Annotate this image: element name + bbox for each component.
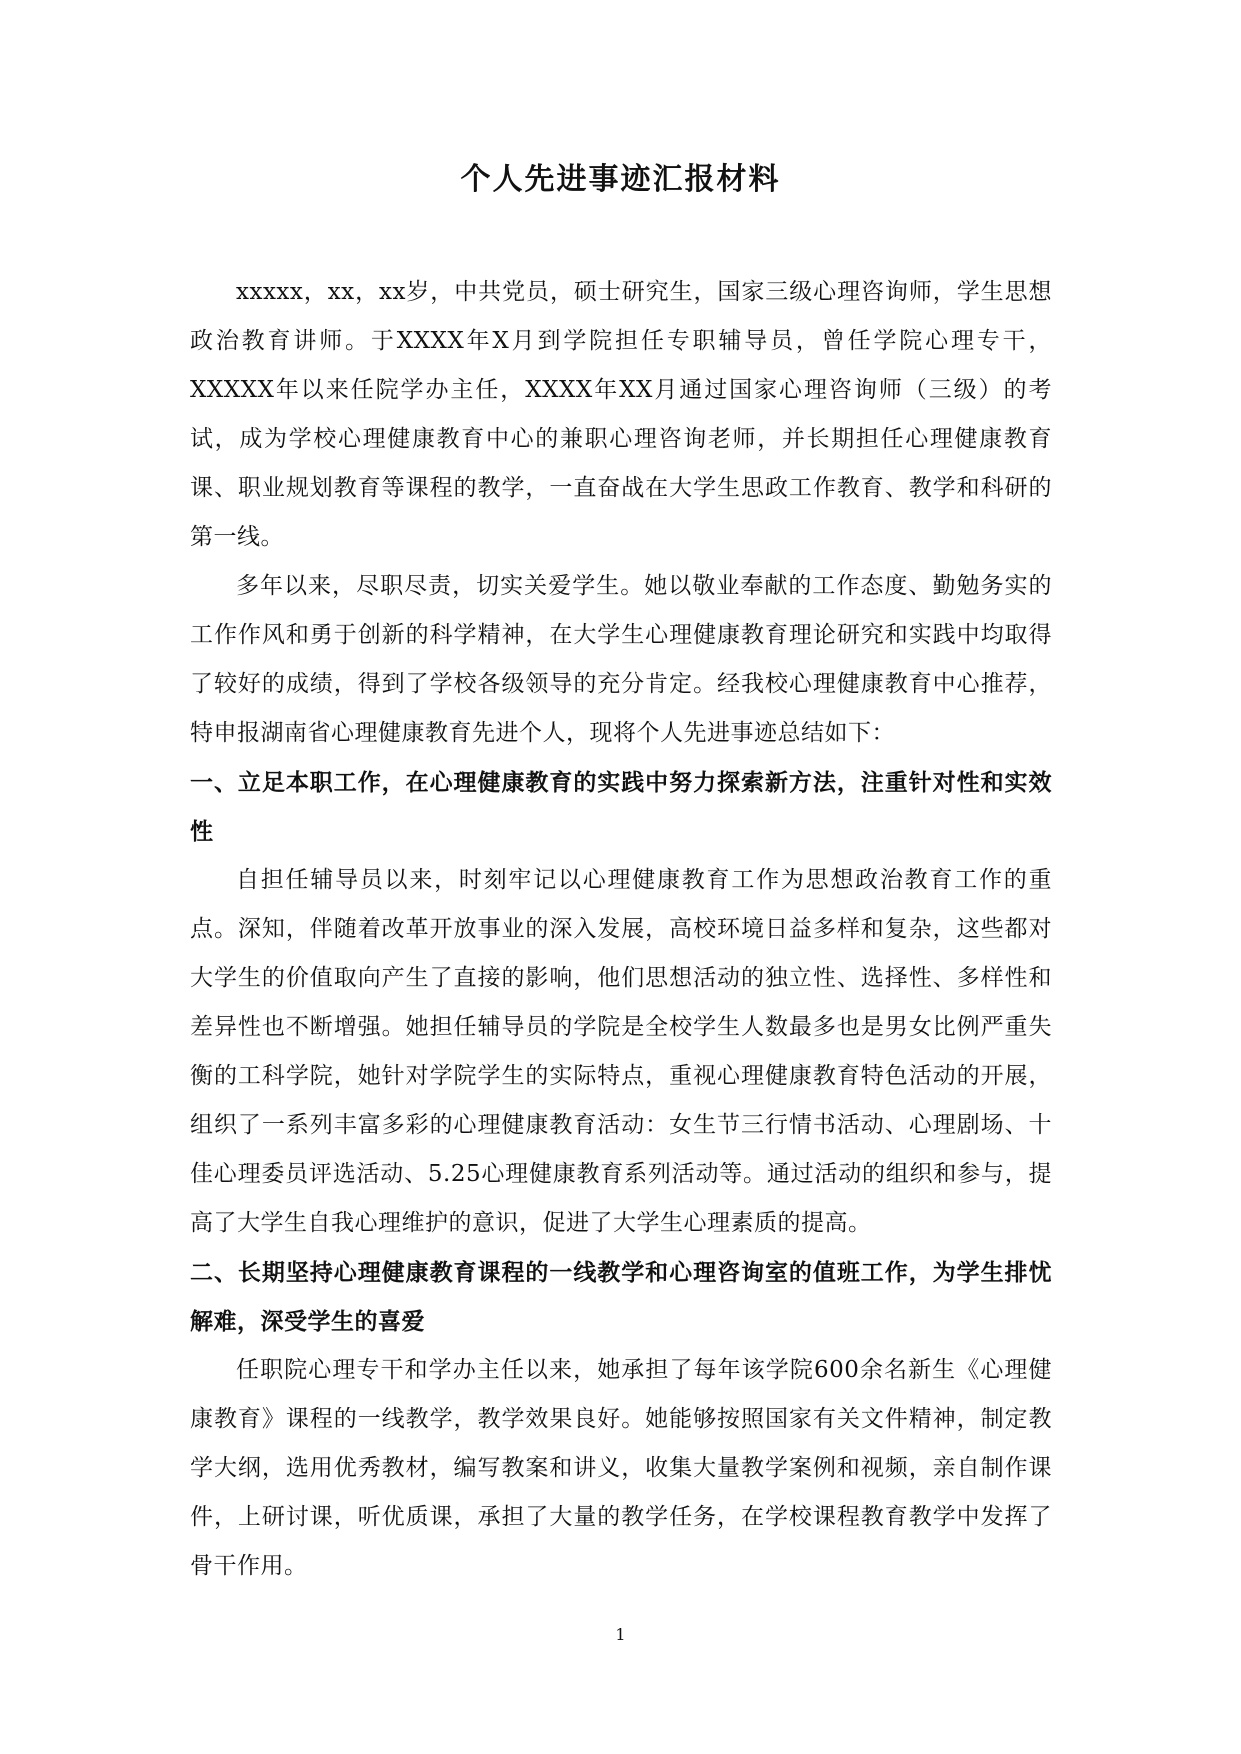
document-title: 个人先进事迹汇报材料 [460,162,781,197]
page-number: 1 [615,1625,626,1644]
section-heading-1: 一、立足本职工作，在心理健康教育的实践中努力探索新方法，注重针对性和实效性 [190,769,1052,845]
document-body [190,268,1052,1591]
paragraph-intro: xxxxx，xx，xx岁，中共党员，硕士研究生，国家三级心理咨询师，学生思想政治教育讲师。于XXXX年X月到学院担任专职辅导员，曾任学院心理专干，XXXXX年以来任院学办主任，XXXX年XX月通过国家心理咨询师（三级）的考试，成为学校心理健康教育中心的兼职心理咨询老师，并长期担任心理健康教育课、职业规划教育等课程的教学，一直奋战在大学生思政工作教育、教学和科研的第一线。 [190,279,1052,550]
paragraph-section-2: 任职院心理专干和学办主任以来，她承担了每年该学院600余名新生《心理健康教育》课程的一线教学，教学效果良好。她能够按照国家有关文件精神，制定教学大纲，选用优秀教材，编写教案和讲义，收集大量教学案例和视频，亲自制作课件，上研讨课，听优质课，承担了大量的教学任务，在学校课程教育教学中发挥了骨干作用。 [190,1357,1052,1579]
paragraph-summary: 多年以来，尽职尽责，切实关爱学生。她以敬业奉献的工作态度、勤勉务实的工作作风和勇于创新的科学精神，在大学生心理健康教育理论研究和实践中均取得了较好的成绩，得到了学校各级领导的充分肯定。经我校心理健康教育中心推荐，特申报湖南省心理健康教育先进个人，现将个人先进事迹总结如下： [190,573,1052,746]
section-heading-2: 二、长期坚持心理健康教育课程的一线教学和心理咨询室的值班工作，为学生排忧解难，深受学生的喜爱 [190,1259,1052,1335]
paragraph-section-1: 自担任辅导员以来，时刻牢记以心理健康教育工作为思想政治教育工作的重点。深知，伴随着改革开放事业的深入发展，高校环境日益多样和复杂，这些都对大学生的价值取向产生了直接的影响，他们思想活动的独立性、选择性、多样性和差异性也不断增强。她担任辅导员的学院是全校学生人数最多也是男女比例严重失衡的工科学院，她针对学院学生的实际特点，重视心理健康教育特色活动的开展，组织了一系列丰富多彩的心理健康教育活动：女生节三行情书活动、心理剧场、十佳心理委员评选活动、5.25心理健康教育系列活动等。通过活动的组织和参与，提高了大学生自我心理维护的意识，促进了大学生心理素质的提高。 [190,867,1052,1236]
